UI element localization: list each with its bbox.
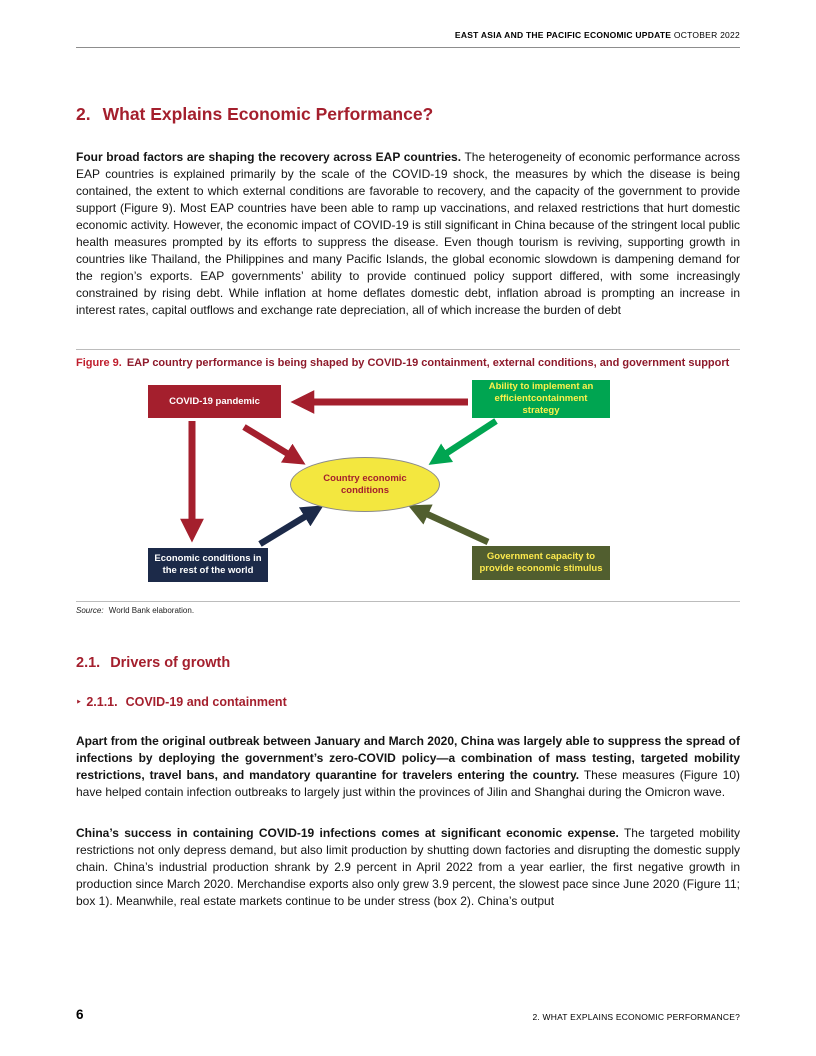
running-footer: 2. WHAT EXPLAINS ECONOMIC PERFORMANCE? xyxy=(532,1012,740,1022)
figure-9 xyxy=(76,349,740,615)
subsubsection-heading xyxy=(76,695,740,709)
header-rule xyxy=(76,47,740,48)
paragraph-lead: Four broad factors are shaping the recovery across EAP countries. xyxy=(76,150,462,164)
triangle-bullet-icon: ‣ xyxy=(76,697,82,707)
figure-diagram xyxy=(76,377,740,595)
node-covid-pandemic: COVID-19 pandemic xyxy=(148,385,281,418)
paragraph-economic-expense xyxy=(76,825,740,910)
arrow-covid-to-center xyxy=(244,427,298,460)
section-number: 2. xyxy=(76,104,91,124)
paragraph-containment xyxy=(76,733,740,801)
figure-label: Figure 9. xyxy=(76,357,122,369)
figure-caption-text: EAP country performance is being shaped by COVID-19 containment, external conditions, and government support xyxy=(126,357,730,369)
subsubsection-title: COVID-19 and containment xyxy=(125,695,287,709)
source-text: World Bank elaboration. xyxy=(106,606,195,615)
subsection-title: Drivers of growth xyxy=(110,655,231,671)
paragraph-body: The heterogeneity of economic performance across EAP countries is explained primarily by the scale of the COVID-19 shock, the measures by which the disease is being contained, the extent to which external conditions are favorable to recovery, and the capacity of the government to provide support (Figure 9). Most EAP countries have been able to ramp up vaccinations, and relaxed restrictions that hurt domestic economic activity. However, the economic impact of COVID-19 is still significant in China because of the stringent local public health measures prompted by its efforts to suppress the disease. Even though tourism is reviving, supporting growth in countries like Thailand, the Philippines and many Pacific Islands, the global economic slowdown is dampening demand for the region’s exports. EAP governments’ ability to provide continued policy support differed, with some increasingly constrained by rising debt. While inflation at home deflates domestic debt, inflation abroad is prompting an increase in interest rates, capital outflows and exchange rate depreciation, all of which increase the burden of debt xyxy=(76,150,741,317)
figure-source xyxy=(76,606,740,615)
subsubsection-number: 2.1.1. xyxy=(86,695,118,709)
paragraph-body: The targeted mobility restrictions not only depress demand, but also limit production by shutting down factories and disrupting the domestic supply chain. China’s industrial production shrank by 2.9 percent in April 2022 from a year earlier, the first negative growth in production since March 2020. Merchandise exports also only grew 3.9 percent, the slowest pace since June 2020 (Figure 11; box 1). Meanwhile, real estate markets continue to be under stress (box 2). China’s output xyxy=(76,826,740,908)
paragraph-body: These measures (Figure 10) have helped contain infection outbreaks to largely just within the provinces of Jilin and Shanghai during the Omicron wave. xyxy=(76,768,740,799)
report-title: EAST ASIA AND THE PACIFIC ECONOMIC UPDATE xyxy=(454,30,672,40)
figure-source-rule xyxy=(76,601,740,602)
node-government-stimulus: Government capacity to provide economic stimulus xyxy=(472,546,610,580)
paragraph-lead: China’s success in containing COVID-19 infections comes at significant economic expense. xyxy=(76,826,619,840)
paragraph-intro xyxy=(76,149,740,319)
report-edition: OCTOBER 2022 xyxy=(671,30,740,40)
arrow-containment-to-center xyxy=(436,421,496,460)
running-header xyxy=(76,30,740,40)
arrow-government-to-center xyxy=(416,509,488,542)
figure-caption xyxy=(76,349,740,369)
paragraph-lead: Apart from the original outbreak between January and March 2020, China was largely able to suppress the spread of infections by deploying the government’s zero-COVID policy—a combination of mass testing, targeted mobility restrictions, travel bans, and mandatory quarantine for travelers entering the country. xyxy=(76,734,740,782)
node-containment-strategy: Ability to implement an efficientcontainment strategy xyxy=(472,380,610,418)
node-world-economic-conditions: Economic conditions in the rest of the world xyxy=(148,548,268,582)
page-footer xyxy=(76,1007,740,1022)
subsection-number: 2.1. xyxy=(76,655,101,671)
page-header xyxy=(76,30,740,48)
arrow-world-to-center xyxy=(260,510,316,544)
section-title: What Explains Economic Performance? xyxy=(102,104,434,124)
subsection-heading xyxy=(76,655,740,671)
page-number: 6 xyxy=(76,1007,84,1022)
source-label: Source: xyxy=(76,606,104,615)
node-country-economic-conditions: Country economic conditions xyxy=(290,457,440,512)
section-heading xyxy=(76,104,740,125)
